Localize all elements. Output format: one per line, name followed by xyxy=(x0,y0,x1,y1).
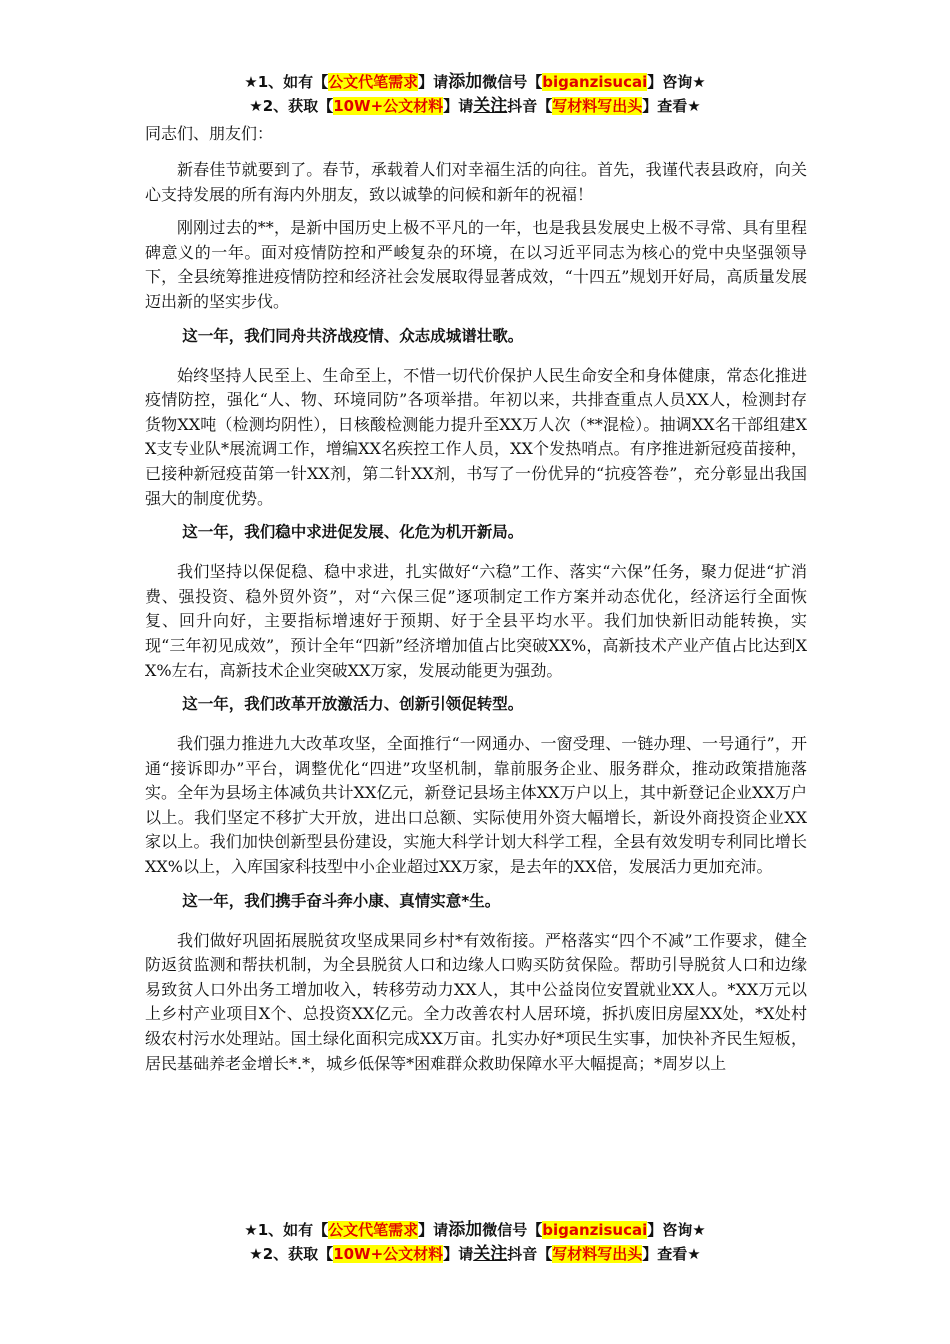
section-heading: 这一年，我们稳中求进促发展、化危为机开新局。 xyxy=(182,523,524,542)
banner-wechat-id: biganzisucai xyxy=(542,73,648,91)
banner-text: 微信号【 xyxy=(482,73,543,91)
banner-highlight: 公文代笔需求 xyxy=(328,1221,419,1239)
paragraph: 新春佳节就要到了。春节，承载着人们对幸福生活的向往。首先，我谨代表县政府，向关心支持发展的所有海内外朋友，致以诚挚的问候和新年的祝福！ xyxy=(145,160,807,204)
paragraph: 我们强力推进九大改革攻坚，全面推行“一网通办、一窗受理、一链办理、一号通行”，开通“接诉即办”平台，调整优化“四进”攻坚机制，靠前服务企业、服务群众，推动政策措施落实。全年为县场主体减负共计XX亿元，新登记县场主体XX万户以上，其中新登记企业XX万户以上。我们坚定不移扩大开放，进出口总额、实际使用外资大幅增长，新设外商投资企业XX家以上。我们加快创新型县份建设，实施大科学计划大科学工程，全县有效发明专利同比增长XX%以上，入库国家科技型中小企业超过XX万家，是去年的XX倍，发展活力更加充沛。 xyxy=(145,734,807,877)
banner-text: 抖音【 xyxy=(507,97,553,115)
banner-text: 】咨询★ xyxy=(647,73,706,91)
bottom-banner xyxy=(0,1218,950,1266)
banner-douyin-id: 写材料写出头 xyxy=(552,1245,643,1263)
paragraph: 我们做好巩固拓展脱贫攻坚成果同乡村*有效衔接。严格落实“四个不减”工作要求，健全防返贫监测和帮扶机制，为全县脱贫人口和边缘人口购买防贫保险。帮助引导脱贫人口和边缘易致贫人口外出务工增加收入，转移劳动力XX人，其中公益岗位安置就业XX人。*XX万元以上乡村产业项目X个、总投资XX亿元。全力改善农村人居环境，拆扒废旧房屋XX处，*X处村级农村污水处理站。国土绿化面积完成XX万亩。扎实办好*项民生实事，加快补齐民生短板，居民基础养老金增长*.*，城乡低保等*困难群众救助保障水平大幅提高；*周岁以上 xyxy=(145,930,807,1073)
banner-text: 】请 xyxy=(418,73,449,91)
greeting: 同志们、朋友们： xyxy=(145,124,274,143)
banner-emphasis: 关注 xyxy=(473,96,508,116)
document-body xyxy=(145,122,807,1085)
banner-text: 微信号【 xyxy=(482,1221,543,1239)
banner-text: ★2、获取【 xyxy=(249,1245,334,1263)
banner-text: 】查看★ xyxy=(642,1245,701,1263)
banner-highlight: 公文代笔需求 xyxy=(328,73,419,91)
banner-text: 】请 xyxy=(443,1245,474,1263)
paragraph: 我们坚持以保促稳、稳中求进，扎实做好“六稳”工作、落实“六保”任务，聚力促进“扩消费、强投资、稳外贸外资”，对“六保三促”逐项制定工作方案并动态优化，经济运行全面恢复、回升向好，主要指标增速好于预期、好于全县平均水平。我们加快新旧动能转换，实现“三年初见成效”，预计全年“四新”经济增加值占比突破XX%，高新技术产业产值占比达到XX%左右，高新技术企业突破XX万家，发展动能更为强劲。 xyxy=(145,562,807,680)
top-banner xyxy=(0,70,950,118)
section-heading: 这一年，我们携手奋斗奔小康、真情实意*生。 xyxy=(182,891,501,910)
banner-text: 】请 xyxy=(418,1221,449,1239)
banner-text: 】咨询★ xyxy=(647,1221,706,1239)
section-heading: 这一年，我们改革开放激活力、创新引领促转型。 xyxy=(182,695,524,714)
banner-line-2 xyxy=(0,94,950,118)
paragraph: 刚刚过去的**，是新中国历史上极不平凡的一年，也是我县发展史上极不寻常、具有里程碑意义的一年。面对疫情防控和严峻复杂的环境，在以习近平同志为核心的党中央坚强领导下，全县统筹推进疫情防控和经济社会发展取得显著成效，“十四五”规划开好局，高质量发展迈出新的坚实步伐。 xyxy=(145,218,807,311)
banner-douyin-id: 写材料写出头 xyxy=(552,97,643,115)
paragraph: 始终坚持人民至上、生命至上，不惜一切代价保护人民生命安全和身体健康，常态化推进疫情防控，强化“人、物、环境同防”各项举措。年初以来，共排查重点人员XX人，检测封存货物XX吨（检测均阴性），日核酸检测能力提升至XX万人次（**混检）。抽调XX名干部组建XX支专业队*展流调工作，增编XX名疾控工作人员，XX个发热哨点。有序推进新冠疫苗接种，已接种新冠疫苗第一针XX剂，第二针XX剂，书写了一份优异的“抗疫答卷”，充分彰显出我国强大的制度优势。 xyxy=(145,365,807,508)
banner-text: 】请 xyxy=(443,97,474,115)
banner-line-2 xyxy=(0,1242,950,1266)
banner-highlight: 10W+公文材料 xyxy=(333,97,444,115)
banner-emphasis: 添加 xyxy=(448,72,483,92)
banner-line-1 xyxy=(0,1218,950,1242)
banner-text: ★2、获取【 xyxy=(249,97,334,115)
banner-emphasis: 添加 xyxy=(448,1220,483,1240)
banner-text: ★1、如有【 xyxy=(244,1221,329,1239)
banner-text: ★1、如有【 xyxy=(244,73,329,91)
section-heading: 这一年，我们同舟共济战疫情、众志成城谱壮歌。 xyxy=(182,326,524,345)
banner-text: 】查看★ xyxy=(642,97,701,115)
banner-text: 抖音【 xyxy=(507,1245,553,1263)
banner-highlight: 10W+公文材料 xyxy=(333,1245,444,1263)
banner-wechat-id: biganzisucai xyxy=(542,1221,648,1239)
banner-emphasis: 关注 xyxy=(473,1244,508,1264)
banner-line-1 xyxy=(0,70,950,94)
